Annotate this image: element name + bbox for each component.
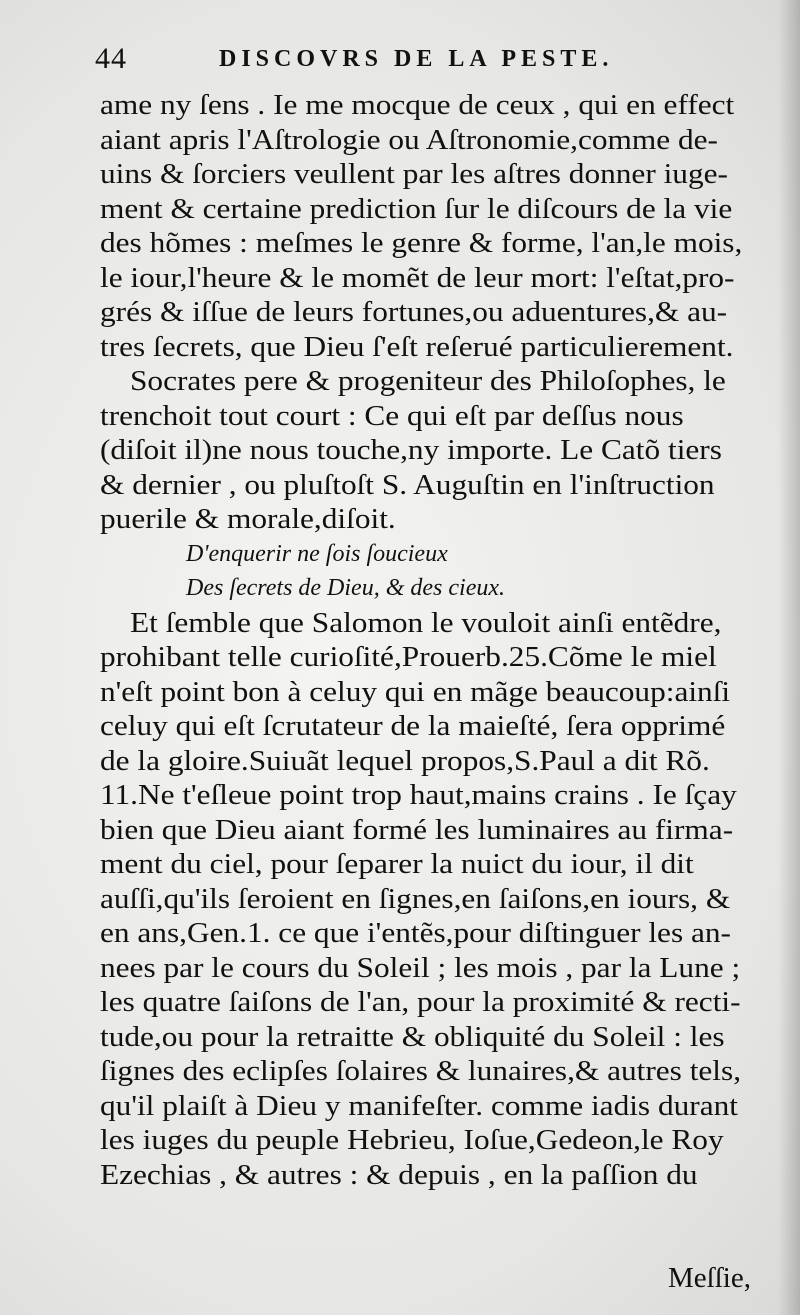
text-line: ment & certaine prediction ſur le diſcours de la vie [100,192,733,225]
text-line: auſſi,qu'ils ſeroient en ſignes,en ſaiſons,en iours, & [100,882,731,915]
text-line: uins & ſorciers veullent par les aſtres donner iuge- [100,158,728,190]
text-line: nees par le cours du Soleil ; les mois , par la Lune ; [100,951,741,984]
paragraph-start-line: Et ſemble que Salomon le vouloit ainſi entẽdre, [130,606,722,639]
text-line: & dernier , ou pluſtoſt S. Auguſtin en l'inſtruction [100,468,715,501]
verse-line: D'enquerir ne ſois ſoucieux [186,540,448,567]
running-title: DISCOVRS DE LA PESTE. [219,46,614,72]
text-line: aiant apris l'Aſtrologie ou Aſtronomie,comme de- [100,123,718,156]
text-line: de la gloire.Suiuãt lequel propos,S.Paul a dit Rõ. [100,744,710,777]
text-line: puerile & morale,diſoit. [100,503,396,535]
text-line: en ans,Gen.1. ce que i'entẽs,pour diſtinguer les an- [100,917,731,949]
text-line: ame ny ſens . Ie me mocque de ceux , qui en effect [100,89,735,121]
text-line: tude,ou pour la retraitte & obliquité du Soleil : les [100,1020,725,1053]
text-line: qu'il plaiſt à Dieu y manifeſter. comme iadis durant [100,1089,738,1122]
text-line: le iour,l'heure & le momẽt de leur mort: l'eſtat,pro- [100,261,735,294]
body-text [100,88,765,1192]
catchword: Meſſie, [668,1262,751,1294]
paragraph-start-line: Socrates pere & progeniteur des Philoſophes, le [130,365,726,397]
text-line: (diſoit il)ne nous touche,ny importe. Le Catõ tiers [100,434,722,466]
text-line: 11.Ne t'eſleue point trop haut,mains crains . Ie ſçay [100,779,737,811]
text-line: grés & iſſue de leurs fortunes,ou aduentures,& au- [100,296,728,328]
text-line: ſignes des eclipſes ſolaires & lunaires,& autres tels, [100,1055,742,1087]
text-line: ment du ciel, pour ſeparer la nuict du iour, il dit [100,848,694,880]
text-line: tres ſecrets, que Dieu ſ'eſt reſerué particulierement. [100,330,734,363]
page-number: 44 [95,42,127,75]
text-line: celuy qui eſt ſcrutateur de la maieſté, ſera opprimé [100,710,726,742]
text-line: les quatre ſaiſons de l'an, pour la proximité & recti- [100,986,741,1018]
text-line: prohibant telle curioſité,Prouerb.25.Cõme le miel [100,641,717,673]
text-line: trenchoit tout court : Ce qui eſt par deſſus nous [100,399,684,432]
page-header [95,38,670,84]
text-line: les iuges du peuple Hebrieu, Ioſue,Gedeon,le Roy [100,1124,724,1156]
text-line: Ezechias , & autres : & depuis , en la paſſion du [100,1158,698,1191]
text-line: des hõmes : meſmes le genre & forme, l'an,le mois, [100,227,743,259]
text-line: bien que Dieu aiant formé les luminaires au firma- [100,813,734,846]
verse-line: Des ſecrets de Dieu, & des cieux. [186,575,505,601]
text-line: n'eſt point bon à celuy qui en mãge beaucoup:ainſi [100,675,731,708]
